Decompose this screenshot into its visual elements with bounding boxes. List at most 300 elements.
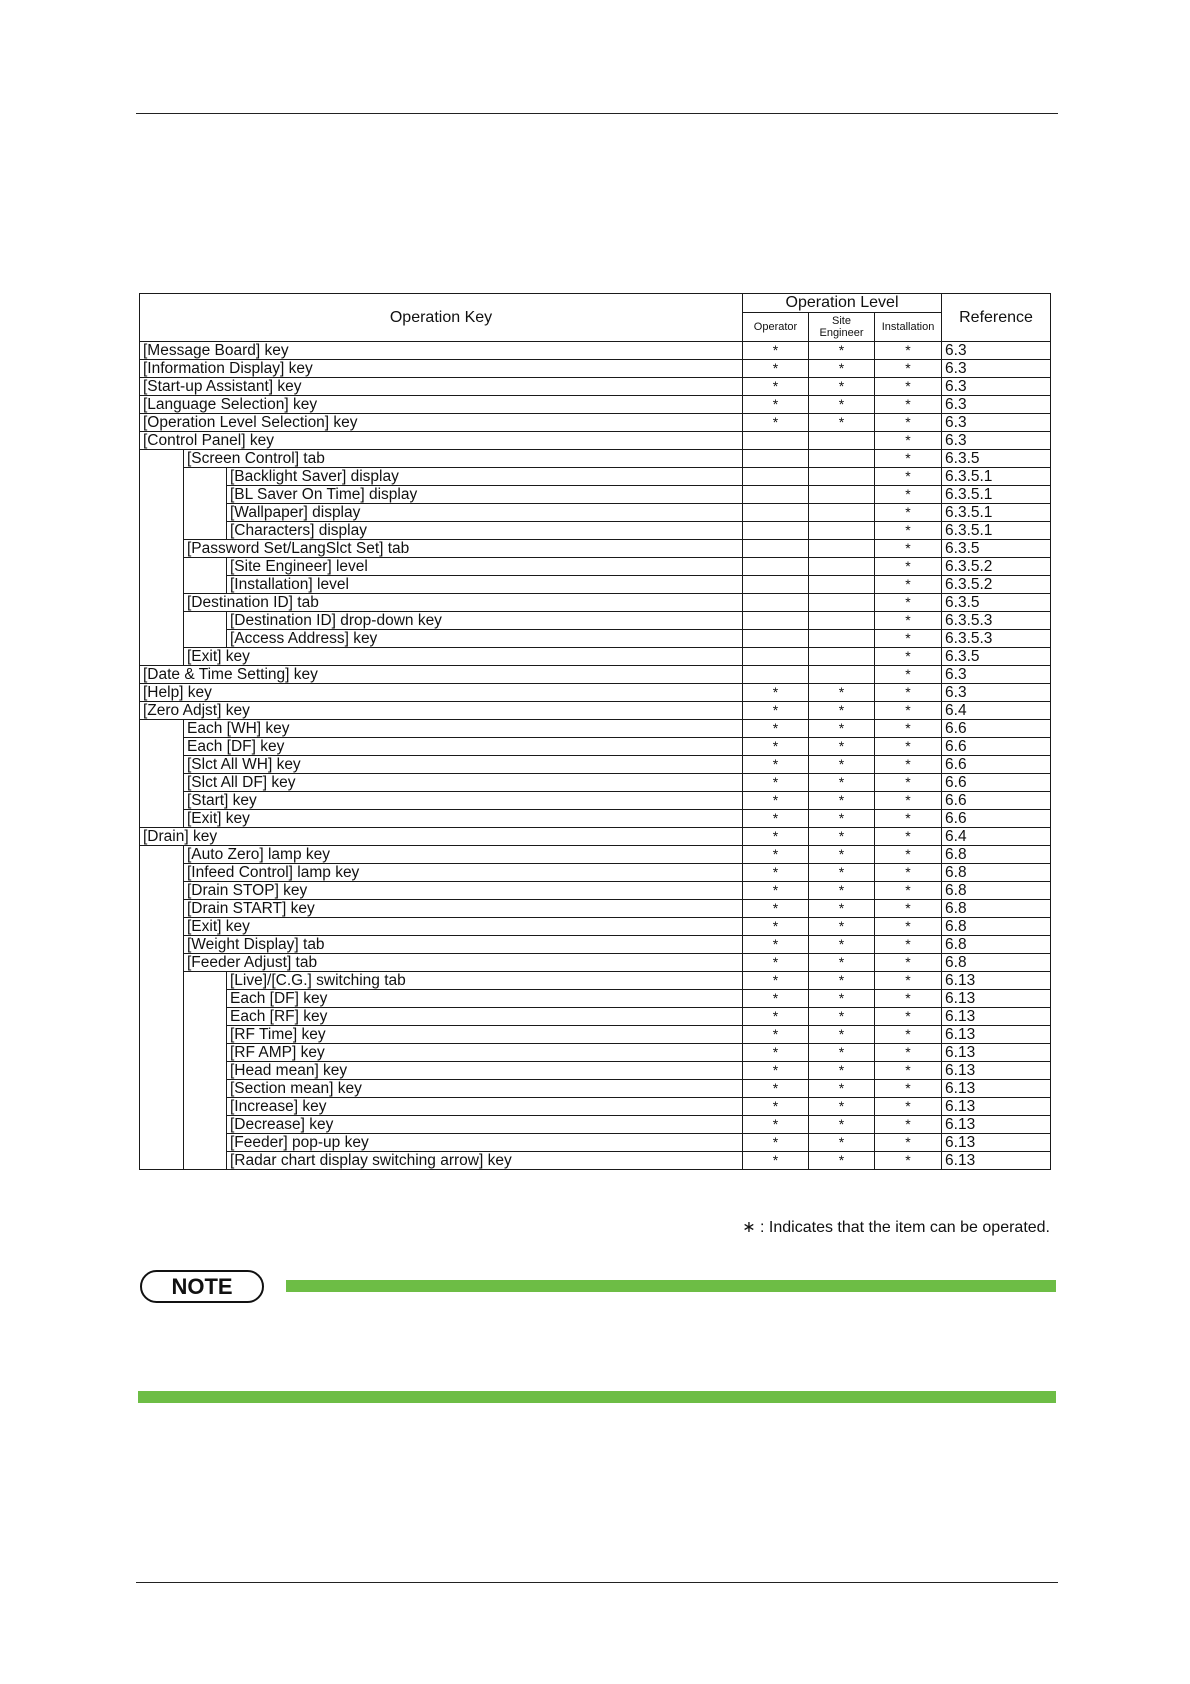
table-row (140, 774, 1051, 792)
operation-level-table (139, 293, 1051, 1170)
operator-cell: * (743, 738, 809, 756)
operator-cell: * (743, 864, 809, 882)
table-row (140, 828, 1051, 846)
site-engineer-cell: * (809, 1152, 875, 1170)
site-engineer-cell: * (809, 918, 875, 936)
reference-cell: 6.13 (942, 1062, 1051, 1080)
indent-cell (140, 846, 184, 864)
indent-cell (184, 990, 227, 1008)
reference-cell: 6.3.5.1 (942, 504, 1051, 522)
site-engineer-cell (809, 486, 875, 504)
site-engineer-cell: * (809, 954, 875, 972)
indent-cell (140, 1080, 184, 1098)
indent-cell (140, 972, 184, 990)
operation-key-cell: [Start-up Assistant] key (140, 378, 743, 396)
site-engineer-cell (809, 558, 875, 576)
indent-cell (184, 522, 227, 540)
site-engineer-cell: * (809, 1026, 875, 1044)
table-row (140, 738, 1051, 756)
indent-cell (140, 774, 184, 792)
header-installation: Installation (875, 313, 942, 342)
indent-cell (140, 1026, 184, 1044)
indent-cell (140, 504, 184, 522)
operation-key-cell: [Start] key (184, 792, 743, 810)
table-row (140, 792, 1051, 810)
installation-cell: * (875, 846, 942, 864)
site-engineer-cell: * (809, 882, 875, 900)
table-row (140, 990, 1051, 1008)
operation-key-cell: [Language Selection] key (140, 396, 743, 414)
operator-cell: * (743, 972, 809, 990)
reference-cell: 6.3.5.1 (942, 468, 1051, 486)
indent-cell (140, 1044, 184, 1062)
indent-cell (184, 486, 227, 504)
operation-key-cell: [Exit] key (184, 810, 743, 828)
operation-key-cell: [Information Display] key (140, 360, 743, 378)
table-row (140, 630, 1051, 648)
operator-cell (743, 522, 809, 540)
table-row (140, 594, 1051, 612)
reference-cell: 6.8 (942, 954, 1051, 972)
indent-cell (184, 468, 227, 486)
installation-cell: * (875, 504, 942, 522)
indent-cell (140, 756, 184, 774)
indent-cell (184, 1116, 227, 1134)
table-row (140, 756, 1051, 774)
operator-cell: * (743, 684, 809, 702)
reference-cell: 6.13 (942, 972, 1051, 990)
table-row (140, 1152, 1051, 1170)
header-operation-level: Operation Level (743, 294, 942, 313)
table-row (140, 918, 1051, 936)
reference-cell: 6.13 (942, 1008, 1051, 1026)
reference-cell: 6.6 (942, 810, 1051, 828)
site-engineer-cell: * (809, 414, 875, 432)
operator-cell: * (743, 360, 809, 378)
table-row (140, 414, 1051, 432)
indent-cell (140, 450, 184, 468)
reference-cell: 6.6 (942, 720, 1051, 738)
installation-cell: * (875, 1044, 942, 1062)
installation-cell: * (875, 810, 942, 828)
site-engineer-cell: * (809, 1062, 875, 1080)
operation-key-cell: [Help] key (140, 684, 743, 702)
site-engineer-cell (809, 540, 875, 558)
operation-key-cell: [Increase] key (227, 1098, 743, 1116)
installation-cell: * (875, 450, 942, 468)
indent-cell (140, 990, 184, 1008)
installation-cell: * (875, 738, 942, 756)
site-engineer-cell (809, 522, 875, 540)
operator-cell (743, 504, 809, 522)
table-row (140, 450, 1051, 468)
indent-cell (184, 1008, 227, 1026)
site-engineer-cell: * (809, 846, 875, 864)
installation-cell: * (875, 1008, 942, 1026)
installation-cell: * (875, 648, 942, 666)
reference-cell: 6.3.5.1 (942, 486, 1051, 504)
operation-key-cell: [Feeder Adjust] tab (184, 954, 743, 972)
site-engineer-cell: * (809, 396, 875, 414)
operation-key-cell: [Exit] key (184, 648, 743, 666)
site-engineer-cell: * (809, 1044, 875, 1062)
site-engineer-cell (809, 576, 875, 594)
table-row (140, 432, 1051, 450)
reference-cell: 6.4 (942, 702, 1051, 720)
table-row (140, 882, 1051, 900)
operator-cell: * (743, 396, 809, 414)
installation-cell: * (875, 792, 942, 810)
indent-cell (140, 792, 184, 810)
reference-cell: 6.4 (942, 828, 1051, 846)
operation-key-cell: Each [WH] key (184, 720, 743, 738)
operation-key-cell: [Date & Time Setting] key (140, 666, 743, 684)
operation-key-cell: [Exit] key (184, 918, 743, 936)
installation-cell: * (875, 936, 942, 954)
reference-cell: 6.8 (942, 900, 1051, 918)
reference-cell: 6.3.5 (942, 594, 1051, 612)
installation-cell: * (875, 1134, 942, 1152)
indent-cell (140, 576, 184, 594)
reference-cell: 6.3 (942, 342, 1051, 360)
operation-key-cell: [Control Panel] key (140, 432, 743, 450)
reference-cell: 6.3.5 (942, 648, 1051, 666)
table-row (140, 504, 1051, 522)
table-row (140, 378, 1051, 396)
installation-cell: * (875, 1026, 942, 1044)
site-engineer-cell (809, 666, 875, 684)
installation-cell: * (875, 468, 942, 486)
reference-cell: 6.8 (942, 882, 1051, 900)
operator-cell (743, 450, 809, 468)
installation-cell: * (875, 972, 942, 990)
table-row (140, 1062, 1051, 1080)
site-engineer-cell: * (809, 990, 875, 1008)
installation-cell: * (875, 558, 942, 576)
operation-key-cell: [Destination ID] drop-down key (227, 612, 743, 630)
operation-key-cell: [Drain] key (140, 828, 743, 846)
operator-cell: * (743, 774, 809, 792)
operator-cell: * (743, 810, 809, 828)
reference-cell: 6.13 (942, 1044, 1051, 1062)
site-engineer-cell: * (809, 900, 875, 918)
operation-key-cell: [Live]/[C.G.] switching tab (227, 972, 743, 990)
installation-cell: * (875, 1062, 942, 1080)
operator-cell: * (743, 1098, 809, 1116)
operation-key-cell: [Installation] level (227, 576, 743, 594)
operation-key-cell: [Message Board] key (140, 342, 743, 360)
operator-cell: * (743, 918, 809, 936)
table-row (140, 864, 1051, 882)
operator-cell (743, 576, 809, 594)
reference-cell: 6.3.5 (942, 450, 1051, 468)
table-row (140, 810, 1051, 828)
header-rule (136, 113, 1058, 114)
indent-cell (140, 900, 184, 918)
installation-cell: * (875, 396, 942, 414)
indent-cell (140, 594, 184, 612)
installation-cell: * (875, 666, 942, 684)
operator-cell (743, 612, 809, 630)
header-operation-key: Operation Key (140, 294, 743, 342)
reference-cell: 6.3 (942, 666, 1051, 684)
site-engineer-cell: * (809, 1116, 875, 1134)
installation-cell: * (875, 1080, 942, 1098)
site-engineer-cell: * (809, 684, 875, 702)
indent-cell (140, 738, 184, 756)
operation-key-cell: [Drain STOP] key (184, 882, 743, 900)
operator-cell (743, 594, 809, 612)
indent-cell (184, 1080, 227, 1098)
installation-cell: * (875, 864, 942, 882)
indent-cell (184, 504, 227, 522)
site-engineer-cell: * (809, 936, 875, 954)
reference-cell: 6.13 (942, 1152, 1051, 1170)
installation-cell: * (875, 774, 942, 792)
table-row (140, 972, 1051, 990)
installation-cell: * (875, 414, 942, 432)
indent-cell (140, 558, 184, 576)
site-engineer-cell (809, 504, 875, 522)
header-operator: Operator (743, 313, 809, 342)
operation-key-cell: [Decrease] key (227, 1116, 743, 1134)
reference-cell: 6.13 (942, 1080, 1051, 1098)
operation-level-table-container (139, 293, 1050, 1170)
operator-cell (743, 666, 809, 684)
installation-cell: * (875, 1116, 942, 1134)
site-engineer-cell (809, 630, 875, 648)
table-row (140, 558, 1051, 576)
site-engineer-cell: * (809, 1098, 875, 1116)
reference-cell: 6.8 (942, 936, 1051, 954)
indent-cell (184, 1098, 227, 1116)
installation-cell: * (875, 486, 942, 504)
indent-cell (184, 1062, 227, 1080)
operator-cell: * (743, 990, 809, 1008)
reference-cell: 6.3 (942, 378, 1051, 396)
reference-cell: 6.3.5.3 (942, 630, 1051, 648)
site-engineer-cell: * (809, 702, 875, 720)
installation-cell: * (875, 522, 942, 540)
operation-key-cell: Each [DF] key (184, 738, 743, 756)
table-row (140, 1026, 1051, 1044)
indent-cell (140, 1098, 184, 1116)
installation-cell: * (875, 1098, 942, 1116)
installation-cell: * (875, 684, 942, 702)
footnote: ∗ : Indicates that the item can be operated. (742, 1219, 1050, 1236)
site-engineer-cell: * (809, 1008, 875, 1026)
reference-cell: 6.13 (942, 990, 1051, 1008)
table-row (140, 342, 1051, 360)
operation-key-cell: [Auto Zero] lamp key (184, 846, 743, 864)
site-engineer-cell: * (809, 378, 875, 396)
operation-key-cell: Each [RF] key (227, 1008, 743, 1026)
installation-cell: * (875, 342, 942, 360)
note-end-bar (138, 1391, 1056, 1403)
installation-cell: * (875, 918, 942, 936)
reference-cell: 6.6 (942, 756, 1051, 774)
site-engineer-cell: * (809, 864, 875, 882)
indent-cell (140, 522, 184, 540)
table-row (140, 540, 1051, 558)
reference-cell: 6.13 (942, 1116, 1051, 1134)
operation-key-cell: [Head mean] key (227, 1062, 743, 1080)
indent-cell (140, 1008, 184, 1026)
indent-cell (140, 630, 184, 648)
operator-cell (743, 648, 809, 666)
operation-key-cell: [Slct All DF] key (184, 774, 743, 792)
indent-cell (184, 1044, 227, 1062)
installation-cell: * (875, 990, 942, 1008)
site-engineer-cell (809, 594, 875, 612)
table-row (140, 576, 1051, 594)
indent-cell (140, 936, 184, 954)
reference-cell: 6.6 (942, 738, 1051, 756)
indent-cell (140, 612, 184, 630)
operator-cell: * (743, 828, 809, 846)
table-row (140, 468, 1051, 486)
operator-cell: * (743, 900, 809, 918)
site-engineer-cell: * (809, 828, 875, 846)
installation-cell: * (875, 954, 942, 972)
installation-cell: * (875, 882, 942, 900)
indent-cell (140, 864, 184, 882)
installation-cell: * (875, 378, 942, 396)
operator-cell (743, 486, 809, 504)
table-body (140, 342, 1051, 1170)
indent-cell (140, 648, 184, 666)
operation-key-cell: [Drain START] key (184, 900, 743, 918)
table-row (140, 396, 1051, 414)
operator-cell: * (743, 1152, 809, 1170)
site-engineer-cell: * (809, 720, 875, 738)
indent-cell (140, 720, 184, 738)
table-row (140, 900, 1051, 918)
site-engineer-cell (809, 648, 875, 666)
indent-cell (140, 468, 184, 486)
installation-cell: * (875, 702, 942, 720)
reference-cell: 6.6 (942, 774, 1051, 792)
operator-cell: * (743, 720, 809, 738)
reference-cell: 6.3.5.2 (942, 576, 1051, 594)
reference-cell: 6.3 (942, 432, 1051, 450)
operator-cell: * (743, 882, 809, 900)
operator-cell: * (743, 414, 809, 432)
indent-cell (184, 1026, 227, 1044)
table-row (140, 522, 1051, 540)
installation-cell: * (875, 540, 942, 558)
operator-cell: * (743, 702, 809, 720)
operation-key-cell: [Wallpaper] display (227, 504, 743, 522)
operator-cell: * (743, 1062, 809, 1080)
operation-key-cell: [Infeed Control] lamp key (184, 864, 743, 882)
indent-cell (140, 1062, 184, 1080)
installation-cell: * (875, 1152, 942, 1170)
reference-cell: 6.8 (942, 846, 1051, 864)
table-row (140, 702, 1051, 720)
operator-cell: * (743, 936, 809, 954)
indent-cell (184, 612, 227, 630)
operator-cell (743, 432, 809, 450)
table-row (140, 936, 1051, 954)
operation-key-cell: [Characters] display (227, 522, 743, 540)
site-engineer-cell: * (809, 342, 875, 360)
indent-cell (140, 1116, 184, 1134)
operator-cell: * (743, 1080, 809, 1098)
table-row (140, 612, 1051, 630)
indent-cell (140, 954, 184, 972)
reference-cell: 6.3 (942, 396, 1051, 414)
operator-cell: * (743, 756, 809, 774)
indent-cell (140, 810, 184, 828)
table-row (140, 360, 1051, 378)
installation-cell: * (875, 432, 942, 450)
site-engineer-cell: * (809, 774, 875, 792)
operation-key-cell: [Feeder] pop-up key (227, 1134, 743, 1152)
installation-cell: * (875, 576, 942, 594)
table-row (140, 1080, 1051, 1098)
operation-key-cell: [Section mean] key (227, 1080, 743, 1098)
operation-key-cell: [Screen Control] tab (184, 450, 743, 468)
note-accent-bar (286, 1280, 1056, 1292)
indent-cell (140, 918, 184, 936)
indent-cell (184, 558, 227, 576)
operation-key-cell: [Radar chart display switching arrow] key (227, 1152, 743, 1170)
header-site-engineer: Site Engineer (809, 313, 875, 342)
operation-key-cell: [Site Engineer] level (227, 558, 743, 576)
reference-cell: 6.3 (942, 684, 1051, 702)
indent-cell (140, 882, 184, 900)
installation-cell: * (875, 612, 942, 630)
operator-cell: * (743, 954, 809, 972)
operator-cell (743, 468, 809, 486)
table-row (140, 648, 1051, 666)
operator-cell: * (743, 846, 809, 864)
site-engineer-cell (809, 432, 875, 450)
site-engineer-cell (809, 468, 875, 486)
installation-cell: * (875, 594, 942, 612)
reference-cell: 6.6 (942, 792, 1051, 810)
reference-cell: 6.3.5.2 (942, 558, 1051, 576)
installation-cell: * (875, 756, 942, 774)
operator-cell: * (743, 792, 809, 810)
operation-key-cell: [Operation Level Selection] key (140, 414, 743, 432)
site-engineer-cell: * (809, 810, 875, 828)
installation-cell: * (875, 828, 942, 846)
site-engineer-cell (809, 450, 875, 468)
indent-cell (184, 1134, 227, 1152)
operator-cell: * (743, 1008, 809, 1026)
site-engineer-cell: * (809, 792, 875, 810)
operator-cell: * (743, 1134, 809, 1152)
operation-key-cell: [Backlight Saver] display (227, 468, 743, 486)
indent-cell (140, 1134, 184, 1152)
table-row (140, 666, 1051, 684)
installation-cell: * (875, 360, 942, 378)
operator-cell: * (743, 378, 809, 396)
installation-cell: * (875, 720, 942, 738)
reference-cell: 6.3.5 (942, 540, 1051, 558)
indent-cell (140, 1152, 184, 1170)
reference-cell: 6.8 (942, 864, 1051, 882)
site-engineer-cell: * (809, 360, 875, 378)
site-engineer-cell: * (809, 756, 875, 774)
table-row (140, 1044, 1051, 1062)
operation-key-cell: [RF AMP] key (227, 1044, 743, 1062)
operation-key-cell: [Access Address] key (227, 630, 743, 648)
operator-cell: * (743, 1116, 809, 1134)
indent-cell (184, 1152, 227, 1170)
